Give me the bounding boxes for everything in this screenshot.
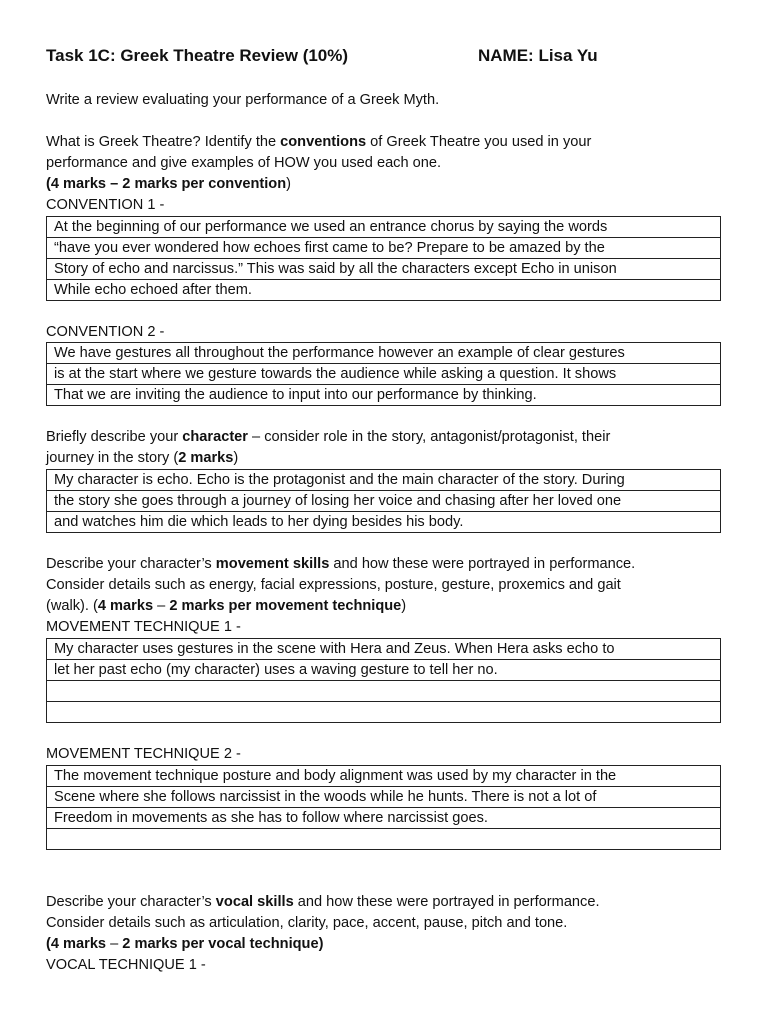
vocal-1-label: VOCAL TECHNIQUE 1 - — [46, 956, 206, 973]
answer-line: My character uses gestures in the scene with Hera and Zeus. When Hera asks echo to — [47, 639, 720, 660]
convention-1-label: CONVENTION 1 - — [46, 196, 165, 213]
question-vocal-marks: (4 marks – 2 marks per vocal technique) — [46, 935, 324, 952]
question-conventions-line2: performance and give examples of HOW you used each one. — [46, 154, 442, 171]
question-movement-marks: (walk). (4 marks – 2 marks per movement technique) — [46, 598, 407, 615]
question-conventions-line1: What is Greek Theatre? Identify the conventions of Greek Theatre you used in your — [46, 133, 592, 150]
document-title: Task 1C: Greek Theatre Review (10%) — [46, 46, 349, 65]
question-vocal-line1: Describe your character’s vocal skills and how these were portrayed in performance. — [46, 893, 600, 910]
answer-line: and watches him die which leads to her dying besides his body. — [47, 512, 720, 533]
answer-line-empty — [47, 829, 720, 850]
answer-line: the story she goes through a journey of losing her voice and chasing after her loved one — [47, 491, 720, 512]
movement-1-answer-box — [46, 638, 721, 723]
movement-1-label: MOVEMENT TECHNIQUE 1 - — [46, 618, 241, 635]
answer-line: let her past echo (my character) uses a waving gesture to tell her no. — [47, 660, 720, 681]
movement-2-answer-box — [46, 765, 721, 850]
answer-line: That we are inviting the audience to input into our performance by thinking. — [47, 385, 720, 406]
answer-line: At the beginning of our performance we used an entrance chorus by saying the words — [47, 217, 720, 238]
character-answer-box — [46, 469, 721, 533]
answer-line: While echo echoed after them. — [47, 280, 720, 301]
answer-line: Freedom in movements as she has to follow where narcissist goes. — [47, 808, 720, 829]
answer-line: My character is echo. Echo is the protagonist and the main character of the story. During — [47, 470, 720, 491]
convention-2-label: CONVENTION 2 - — [46, 323, 165, 340]
convention-2-answer-box — [46, 342, 721, 406]
question-character-line2: journey in the story (2 marks) — [46, 450, 239, 467]
answer-line: Story of echo and narcissus.” This was said by all the characters except Echo in unison — [47, 259, 720, 280]
answer-line: is at the start where we gesture towards the audience while asking a question. It shows — [47, 364, 720, 385]
intro-text: Write a review evaluating your performance of a Greek Myth. — [46, 92, 440, 108]
student-name: NAME: Lisa Yu — [478, 46, 598, 65]
convention-1-answer-box — [46, 216, 721, 301]
question-character-line1: Briefly describe your character – consider role in the story, antagonist/protagonist, their — [46, 429, 611, 446]
answer-line: “have you ever wondered how echoes first came to be? Prepare to be amazed by the — [47, 238, 720, 259]
document-header — [46, 44, 722, 68]
movement-2-label: MOVEMENT TECHNIQUE 2 - — [46, 745, 241, 762]
question-movement-line2: Consider details such as energy, facial expressions, posture, gesture, proxemics and gait — [46, 577, 621, 594]
answer-line-empty — [47, 702, 720, 723]
answer-line: We have gestures all throughout the performance however an example of clear gestures — [47, 343, 720, 364]
answer-line: Scene where she follows narcissist in the woods while he hunts. There is not a lot of — [47, 787, 720, 808]
question-vocal-line2: Consider details such as articulation, clarity, pace, accent, pause, pitch and tone. — [46, 914, 568, 931]
answer-line: The movement technique posture and body alignment was used by my character in the — [47, 766, 720, 787]
question-conventions-marks: (4 marks – 2 marks per convention) — [46, 175, 291, 192]
answer-line-empty — [47, 681, 720, 702]
question-movement-line1: Describe your character’s movement skills and how these were portrayed in performance. — [46, 556, 636, 573]
